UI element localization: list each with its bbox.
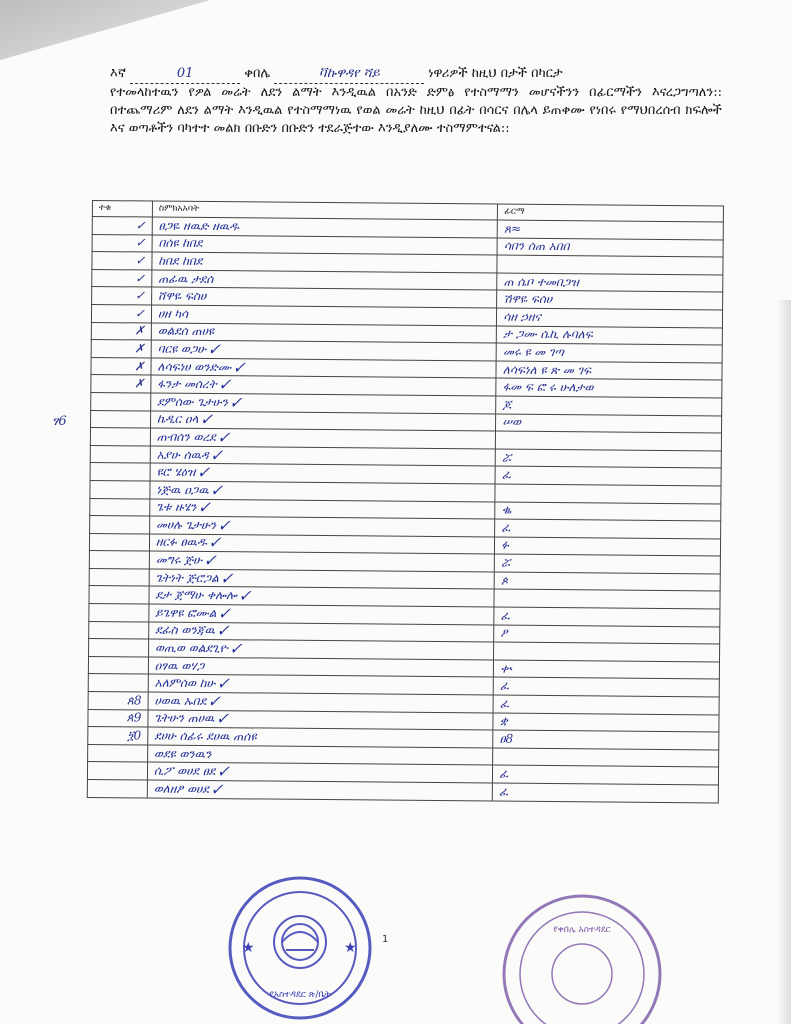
row-number-cell [89, 568, 149, 586]
signatory-table [87, 200, 724, 803]
row-number-cell: ጰ8 [88, 692, 148, 710]
svg-text:★: ★ [242, 940, 255, 956]
row-name-cell: ፋንታ መሰረት ✓ [151, 375, 497, 396]
row-name-cell: ዘርፉ ፀዉዱ ✓ [149, 534, 495, 555]
row-signature-cell: ቍ [494, 660, 720, 680]
row-signature-cell: ፀ8 [493, 730, 719, 750]
row-signature-cell: ፆ [494, 625, 720, 645]
right-stamp-text: የቀበሌ አስተዳደር [553, 925, 611, 935]
row-signature-cell: ፈ [493, 677, 719, 697]
svg-text:★: ★ [344, 940, 357, 956]
row-number-cell: ✓ [92, 252, 152, 270]
row-signature-cell: ፉ [495, 537, 721, 557]
row-name-cell: ጠብሰን ወረደ ✓ [150, 428, 496, 449]
row-number-cell [89, 621, 149, 639]
row-number-cell: ✗ [91, 340, 151, 358]
row-signature-cell [493, 748, 719, 768]
row-name-cell: ለሳፍነሀ ወንድሙ ✓ [151, 358, 497, 379]
row-number-cell [91, 392, 151, 410]
row-signature-cell [496, 431, 722, 451]
row-name-cell: ዩሮ ሄዕዝ ✓ [150, 463, 496, 484]
row-number-cell: ✓ [92, 234, 152, 252]
row-name-cell: ጌትሁን ጠሀዉ ✓ [148, 710, 494, 731]
row-number-cell [90, 480, 150, 498]
row-number-cell [90, 445, 150, 463]
page-number: 1 [382, 934, 389, 945]
row-number-cell [90, 428, 150, 446]
row-number-cell [88, 656, 148, 674]
row-signature-cell: ሯ [495, 449, 721, 469]
row-number-cell: ፺0 [88, 727, 148, 745]
row-name-cell: አለምሰወ ከሁ ✓ [148, 674, 494, 695]
row-name-cell: ወጢወ ወልደጊዮ ✓ [148, 639, 494, 660]
row-signature-cell [497, 255, 723, 275]
row-name-cell: ደታ ጀማሁ ቀሎሎ ✓ [149, 586, 495, 607]
row-name-cell: ኬዲር ዐላ ✓ [150, 411, 496, 432]
column-header-name: ስምክአአባት [152, 201, 498, 220]
row-name-cell: ወልደሰ ጠሀዩ [151, 323, 497, 344]
left-stamp-text: የአስተዳደር ጽ/ቤት [269, 990, 331, 1000]
row-number-cell: ✗ [91, 322, 151, 340]
row-signature-cell: ሳበን ሰጠ አበበ [497, 238, 723, 258]
row-name-cell: ፀጋዬ ዘዉድ ዘዉዱ [152, 217, 498, 238]
row-number-cell [91, 410, 151, 428]
row-signature-cell: ፋመ ፍ ፎ ሩ ሁለታወ [496, 378, 722, 398]
row-signature-cell [494, 642, 720, 662]
row-signature-cell [494, 589, 720, 609]
row-name-cell: ሀዘ ካሳ [151, 305, 497, 326]
header-body-text: የተመላከተዉን የዎል መሬት ለደን ልማት እንዲዉል በአንድ ድምፅ የተስማማን መሆናችንን በፊርማችን እናረጋግጣለን:: በተጨማሪም ለደን ልማት እንዲዉል የተስማማነዉ የወል መሬት ከዚህ በፊት በሳርና በሌላ ይጠቀሙ የነበሩ የማህበረሰብ ክፍሎች እና ወጣቶችን ባካተተ መልክ በቡድን በቡድን ተደራጅተው እንዲያለሙ ተስማምተናል:: [110, 85, 722, 136]
row-signature-cell: ሽዋዬ ፍሰሀ [497, 290, 723, 310]
row-signature-cell: ፈ [495, 519, 721, 539]
row-name-cell: ሀወዉ ኡበደ ✓ [148, 692, 494, 713]
row-signature-cell: ታ ጋሙ ሴኪ ሉባለፍ [497, 326, 723, 346]
row-name-cell: አያሁ ሰዉዳ ✓ [150, 446, 496, 467]
document-header [110, 65, 722, 138]
row-name-cell: ጠፊዉ ታደሰ [152, 270, 498, 291]
row-number-cell [87, 762, 147, 780]
row-signature-cell: ቋ [493, 713, 719, 733]
row-signature-cell: ፈ [493, 783, 719, 803]
row-signature-cell: ፈ [495, 466, 721, 486]
kebele-field: ቫኩዋዳየ ሻይ [274, 65, 424, 84]
row-number-cell: ✗ [91, 357, 151, 375]
row-number-cell: ✓ [92, 287, 152, 305]
row-signature-cell: ሳዘ ኃዘና [497, 308, 723, 328]
row-name-cell: ሲፖ ወሀደ ፀደ ✓ [147, 762, 493, 783]
row-signature-cell: ጶ [494, 572, 720, 592]
row-number-cell [89, 551, 149, 569]
row-number-cell [88, 674, 148, 692]
row-name-cell: መሀሉ ጌታሁን ✓ [149, 516, 495, 537]
row-name-cell: ሸዋዬ ፍስሀ [151, 287, 497, 308]
row-number-cell [89, 586, 149, 604]
row-number-cell: ጰ9 [88, 709, 148, 727]
left-official-stamp [220, 872, 380, 1022]
row-number-cell: ✗ [91, 375, 151, 393]
row-signature-cell: ፈ [493, 695, 719, 715]
header-prefix: እኛ [110, 66, 126, 81]
row-number-cell: ✓ [92, 269, 152, 287]
row-signature-cell [495, 484, 721, 504]
row-number-cell: ✓ [91, 304, 151, 322]
row-name-cell: ዐፃዉ ወሃጋ [148, 657, 494, 678]
header-line-1 [110, 65, 722, 84]
right-official-stamp [496, 892, 666, 1024]
row-signature-cell: ቈ [495, 502, 721, 522]
row-name-cell: ከበደ ከበደ [152, 252, 498, 273]
row-signature-cell: ሯ [495, 554, 721, 574]
row-signature-cell: መሩ ዩ መ ገጣ [496, 343, 722, 363]
row-name-cell: ወለዘፆ ወሀደ ✓ [147, 780, 493, 801]
row-number-cell [88, 744, 148, 762]
row-name-cell: ጌቱ ዙሄን ✓ [150, 499, 496, 520]
row-name-cell: በሰዩ ከበደ [152, 235, 498, 256]
row-number-cell [90, 516, 150, 534]
row-signature-cell: ፈ [494, 607, 720, 627]
kebele-label: ቀበሌ [244, 66, 271, 81]
column-header-signature: ፊርማ [498, 204, 724, 222]
row-number-cell [89, 639, 149, 657]
row-name-cell: ደሀሁ ሰፊሩ ደሀዉ ጠሰዩ [148, 727, 494, 748]
row-number-cell [90, 463, 150, 481]
row-name-cell: ይጌዋዩ ፎሙል ✓ [149, 604, 495, 625]
row-name-cell: መግሩ ጅሁ ✓ [149, 551, 495, 572]
row-name-cell: ነጅዉ ዐጋዉ ✓ [150, 481, 496, 502]
row-signature-cell: ጸ≈ [497, 220, 723, 240]
row-name-cell: ወደዩ ወንዉን [148, 745, 494, 766]
row-signature-cell: ለሳፍነለ ዩ ጽ መ ገፍ [496, 361, 722, 381]
row-signature-cell: ጠ ሴቦ ተመበጋዝ [497, 273, 723, 293]
row-number-cell [89, 533, 149, 551]
row-name-cell: ጌትነት ጅሮጋል ✓ [149, 569, 495, 590]
row-name-cell: ባርዩ ወጋሁ ✓ [151, 340, 497, 361]
column-header-number: ተቁ [92, 201, 152, 218]
margin-note: ፃ6 [52, 414, 67, 429]
row-signature-cell: ሠወ [496, 414, 722, 434]
row-number-cell [89, 604, 149, 622]
page-edge-shadow [777, 300, 791, 1024]
row-signature-cell: ፈ [493, 765, 719, 785]
number-field: 01 [130, 65, 240, 84]
header-line-1-suffix: ነዋሪዎች ከዚህ በታች በካርታ [428, 66, 563, 81]
row-number-cell [90, 498, 150, 516]
row-number-cell [87, 779, 147, 797]
row-signature-cell: ጆ [496, 396, 722, 416]
row-number-cell: ✓ [92, 217, 152, 235]
row-name-cell: ደምሰው ጌታሁን ✓ [151, 393, 497, 414]
row-name-cell: ደፊስ ወንጃዉ ✓ [149, 622, 495, 643]
